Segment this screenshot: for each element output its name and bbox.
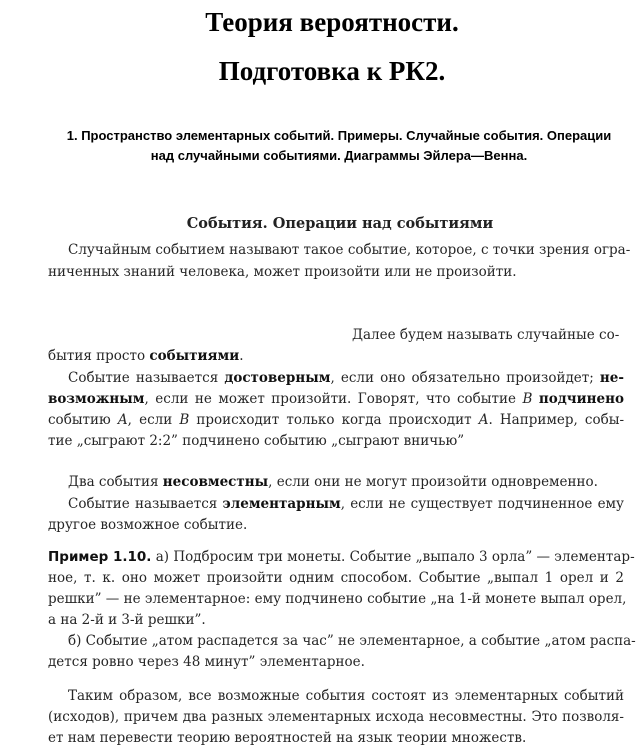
text-line: Далее будем называть случайные со- [352,327,620,343]
question-heading-line: над случайными событиями. Диаграммы Эйлера—Венна. [150,148,528,163]
term-subordinate: подчинено [538,391,625,407]
text-line: Таким образом, все возможные события состоят из элементарных событий [68,688,624,704]
text-line: решки” — не элементарное: ему подчинено событие „на 1-й монете выпал орел, [48,591,627,607]
text-line: Случайным событием называют такое событие, которое, с точки зрения огра- [68,242,631,258]
text-line: возможным, если не может произойти. Говорят, что событие B подчинено [48,391,625,407]
text-line: а на 2-й и 3-й решки”. [48,612,206,628]
page-subtitle: Подготовка к РК2. [218,56,446,86]
section-title: События. Операции над событиями [186,215,494,232]
text-line: б) Событие „атом распадется за час” не элементарное, а событие „атом распа- [68,633,636,649]
text-line: (исходов), причем два разных элементарных исхода несовместны. Это позволя- [48,709,624,725]
text-line: другое возможное событие. [48,517,248,533]
term-incompatible: несовместны [162,474,269,490]
text-line: ное, т. к. оно может произойти одним способом. Событие „выпал 1 орел и 2 [48,570,624,586]
text-line: тие „сыграют 2:2” подчинено событию „сыграют вничью” [48,433,465,449]
text-line: бытия просто событиями. [48,348,244,364]
text-line: Пример 1.10. а) Подбросим три монеты. Событие „выпало 3 орла” — элементар- [48,549,635,565]
term-certain: достоверным [224,370,331,386]
term-impossible: не- [599,370,624,386]
text-line: ниченных знаний человека, может произойти или не произойти. [48,264,517,280]
text-line: дется ровно через 48 минут” элементарное. [48,654,365,670]
text-line: Два события несовместны, если они не могут произойти одновременно. [68,474,598,490]
term-events: событиями [149,348,240,364]
example-label: Пример 1.10. [48,549,152,565]
text-line: Событие называется элементарным, если не существует подчиненное ему [68,496,624,512]
question-heading-line: 1. Пространство элементарных событий. Примеры. Случайные события. Операции [66,128,612,143]
text-line: событию A, если B происходит только когда происходит A. Например, собы- [48,412,625,428]
term-elementary: элементарным [222,496,341,512]
question-heading [34,126,644,166]
text-line: Событие называется достоверным, если оно обязательно произойдет; не- [68,370,624,386]
page-title: Теория вероятности. [205,7,459,37]
term-impossible: возможным [48,391,145,407]
text-line: ет нам перевести теорию вероятностей на язык теории множеств. [48,730,527,746]
